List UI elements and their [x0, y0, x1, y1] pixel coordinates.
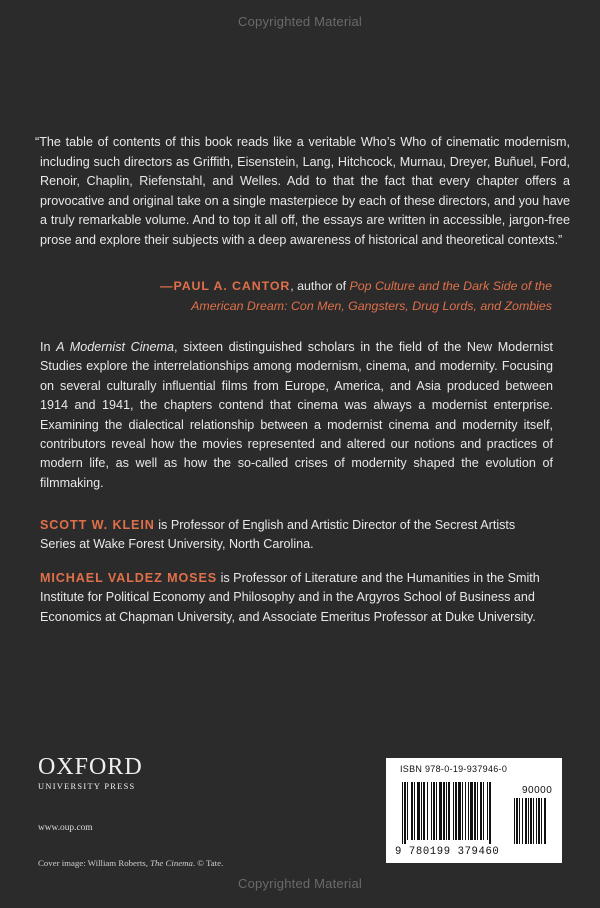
editor-bio-klein [40, 516, 553, 555]
credit-work-title: The Cinema [150, 858, 193, 868]
barcode-addon-bar [538, 798, 540, 844]
barcode-addon-bar [516, 798, 518, 844]
barcode-bar [470, 782, 473, 840]
barcode-bar [433, 782, 435, 840]
barcode-bar [483, 782, 484, 840]
barcode-bar [448, 782, 450, 840]
barcode-bar [446, 782, 447, 840]
barcode-bar [417, 782, 420, 840]
barcode-bar [458, 782, 461, 840]
book-title: A Modernist Cinema [56, 340, 175, 354]
price-code: 90000 [522, 785, 553, 796]
barcode-addon-bar [522, 798, 523, 844]
barcode-bar [411, 782, 413, 840]
barcode-addon-bar [536, 798, 537, 844]
barcode-bar [474, 782, 476, 840]
barcode-addon-bar [525, 798, 527, 844]
endorsement-attribution [90, 276, 552, 316]
barcode-addon-bar [519, 798, 520, 844]
barcode-bar [402, 782, 403, 844]
editor-bio-moses [40, 569, 553, 627]
barcode-addon-bar [528, 798, 529, 844]
attribution-dash: — [160, 279, 174, 293]
ean-digits: 9 780199 379460 [395, 846, 500, 858]
barcode-bar [431, 782, 432, 840]
barcode-bar [480, 782, 482, 840]
barcode-bar [487, 782, 488, 840]
editor-name: MICHAEL VALDEZ MOSES [40, 571, 218, 585]
editor-bio-text: is Professor of Literature and the Humanities in the Smith Institute for Political Economy and Philosophy and in the Argyros School of Business and Economics at Chapman University, and Associate Emeritus Professor at Duke University. [40, 571, 540, 624]
editor-name: SCOTT W. KLEIN [40, 518, 155, 532]
barcode-bar [462, 782, 463, 840]
barcode-bar [427, 782, 428, 840]
credit-tail: . © Tate. [192, 858, 224, 868]
barcode-bar [468, 782, 469, 840]
watermark-bottom: Copyrighted Material [238, 876, 362, 891]
barcode-bar [404, 782, 406, 844]
attribution-connector: , author of [290, 279, 350, 293]
publisher-logo-main: OXFORD [38, 754, 143, 780]
book-description [40, 338, 553, 493]
barcode-bar [443, 782, 445, 840]
barcode-addon-bar [530, 798, 532, 844]
endorser-name: PAUL A. CANTOR [173, 279, 291, 293]
cover-image-credit [38, 858, 223, 868]
barcode-bar [439, 782, 442, 840]
barcode-bar [407, 782, 408, 840]
endorser-book-title-line1: Pop Culture and the Dark Side of the [349, 279, 552, 293]
barcode-bar [414, 782, 415, 840]
barcode-bar [423, 782, 425, 840]
editor-bio-text: is Professor of English and Artistic Director of the Secrest Artists Series at Wake Forest University, North Carolina. [40, 518, 516, 552]
isbn-label: ISBN 978-0-19-937946-0 [400, 764, 508, 774]
description-lead: In [40, 340, 57, 354]
publisher-logo-sub: UNIVERSITY PRESS [38, 782, 136, 791]
barcode-bar [489, 782, 491, 844]
watermark-top: Copyrighted Material [238, 14, 362, 29]
endorser-book-title-line2: American Dream: Con Men, Gangsters, Drug Lords, and Zombies [191, 299, 552, 313]
isbn-barcode [386, 758, 562, 863]
barcode-addon-bar [533, 798, 534, 844]
barcode-bar [477, 782, 478, 840]
barcode-addon-bar [541, 798, 542, 844]
barcode-bar [453, 782, 454, 840]
barcode-bar [465, 782, 466, 840]
barcode-bar [436, 782, 437, 840]
barcode-bar [421, 782, 422, 840]
barcode-addon-bar [514, 798, 515, 844]
endorsement-quote: “The table of contents of this book reads like a veritable Who’s Who of cinematic modernism, including such directors as Griffith, Eisenstein, Lang, Hitchcock, Murnau, Dreyer, Buñuel, Ford, Renoir, Chaplin, Riefenstahl, and Welles. Add to that the fact that every chapter offers a provocative and original take on a single masterpiece by each of these directors, and you have a truly remarkable volume. And to top it all off, the essays are written in accessible, jargon-free prose and explore their subjects with a deep awareness of historical and theoretical contexts.” [35, 135, 570, 247]
barcode-bar [455, 782, 457, 840]
publisher-logo [38, 755, 143, 791]
description-text: , sixteen distinguished scholars in the field of the New Modernist Studies explore the interrelationships among modernism, cinema, and modernity. Focusing on several culturally influential films from Europe, America, and Asia produced between 1914 and 1941, the chapters contend that cinema was always a modernist enterprise. Examining the dialectical relationship between a modernist cinema and modernity itself, contributors reveal how the movies represented and altered our notions and practices of modern life, as well as how the so-called crises of modernity shaped the evolution of filmmaking. [40, 340, 553, 490]
publisher-website: www.oup.com [38, 823, 93, 833]
barcode-addon-bar [544, 798, 546, 844]
credit-lead: Cover image: William Roberts, [38, 858, 151, 868]
